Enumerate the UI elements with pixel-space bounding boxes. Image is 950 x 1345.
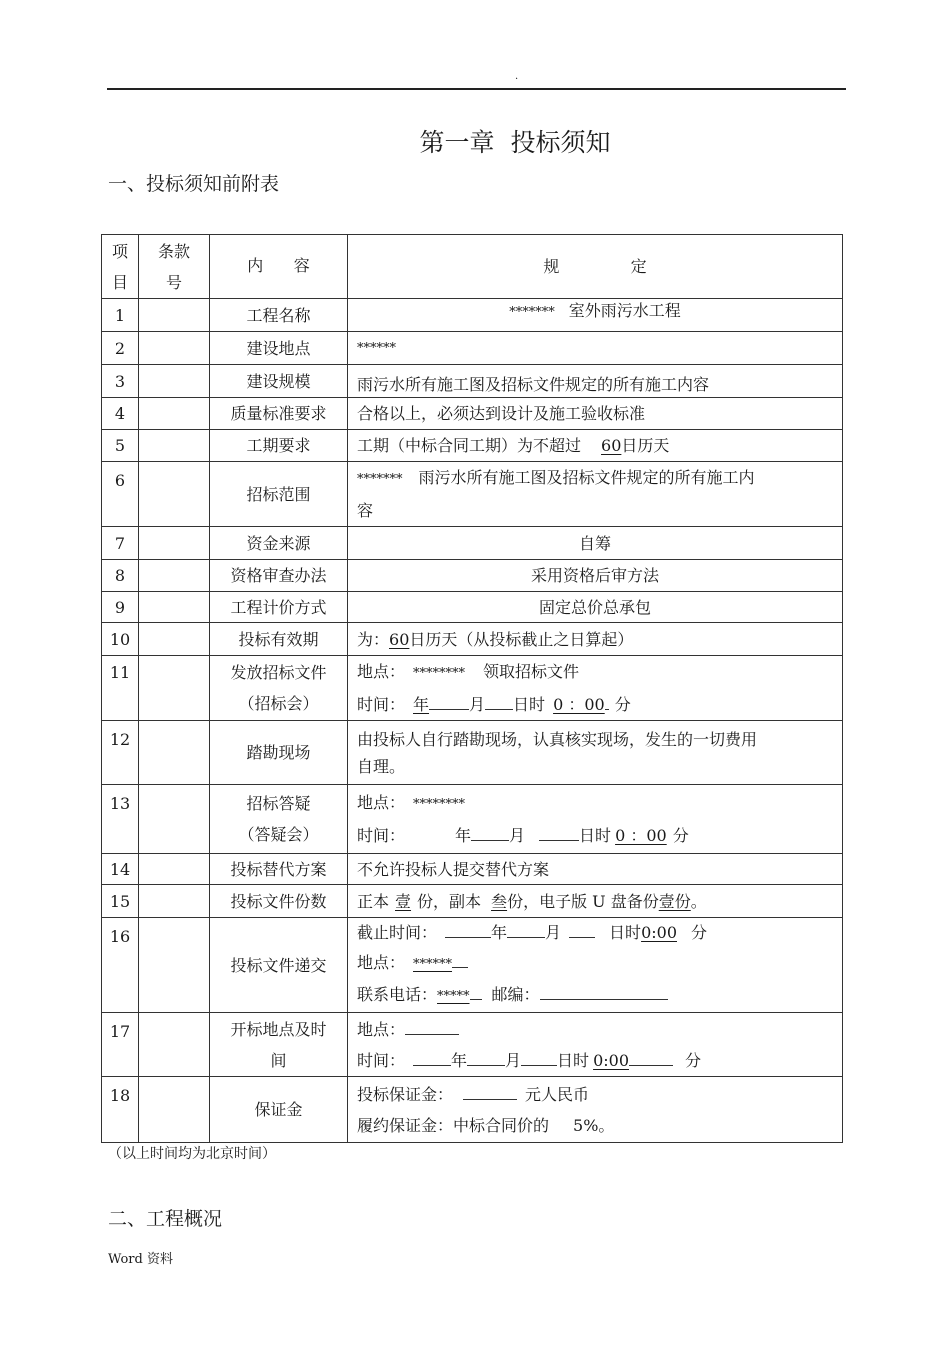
table-row	[102, 785, 843, 854]
clause-cell	[139, 560, 210, 592]
spec-cell: 自筹	[348, 527, 843, 560]
item-cell: 投标替代方案	[210, 854, 348, 885]
item-cell: 工程计价方式	[210, 592, 348, 623]
item-cell: 质量标准要求	[210, 398, 348, 430]
spec-cell: 工期（中标合同工期）为不超过 60日历天	[348, 430, 843, 462]
spec-cell: 地点： ******** 时间： 年 月 日时 0 ：00 分	[348, 785, 843, 854]
row-number: 14	[102, 854, 139, 885]
row-number: 5	[102, 430, 139, 462]
row-number: 11	[102, 656, 139, 721]
table-row	[102, 299, 843, 332]
table-row	[102, 430, 843, 462]
row-number: 17	[102, 1013, 139, 1077]
item-cell: 招标答疑 （答疑会）	[210, 785, 348, 854]
row-number: 9	[102, 592, 139, 623]
item-cell: 建设规模	[210, 365, 348, 398]
table-row	[102, 721, 843, 785]
row-number: 12	[102, 721, 139, 785]
table-row	[102, 527, 843, 560]
clause-cell	[139, 332, 210, 365]
spec-cell: 雨污水所有施工图及招标文件规定的所有施工内容	[348, 365, 843, 398]
clause-cell	[139, 1077, 210, 1143]
section-title-overview: 二、工程概况	[108, 1208, 223, 1230]
clause-cell	[139, 365, 210, 398]
clause-cell	[139, 398, 210, 430]
table-row	[102, 854, 843, 885]
table-row	[102, 656, 843, 721]
table-row	[102, 1077, 843, 1143]
table-row	[102, 918, 843, 1013]
spec-cell: 地点： ******** 领取招标文件 时间： 年 月 日时 0 ：00 分	[348, 656, 843, 721]
table-row	[102, 885, 843, 918]
header-content: 内 容	[210, 235, 348, 299]
clause-cell	[139, 854, 210, 885]
item-cell: 工程名称	[210, 299, 348, 332]
item-cell: 开标地点及时 间	[210, 1013, 348, 1077]
header-mark: .	[515, 71, 519, 82]
spec-cell: 固定总价总承包	[348, 592, 843, 623]
clause-cell	[139, 592, 210, 623]
spec-cell: ******	[348, 332, 843, 365]
section-title-appendix: 一、投标须知前附表	[108, 173, 280, 195]
item-cell: 招标范围	[210, 462, 348, 527]
spec-cell: 合格以上，必须达到设计及施工验收标准	[348, 398, 843, 430]
time-note: （以上时间均为北京时间）	[108, 1146, 276, 1162]
spec-cell: 不允许投标人提交替代方案	[348, 854, 843, 885]
clause-cell	[139, 462, 210, 527]
item-cell: 建设地点	[210, 332, 348, 365]
row-number: 10	[102, 623, 139, 656]
spec-cell: 地点： 时间： 年 月 日时 0:00 分	[348, 1013, 843, 1077]
clause-cell	[139, 785, 210, 854]
row-number: 16	[102, 918, 139, 1013]
chapter-title: 第一章 投标须知	[419, 128, 611, 157]
header-rule	[107, 88, 846, 90]
row-number: 3	[102, 365, 139, 398]
clause-cell	[139, 430, 210, 462]
clause-cell	[139, 1013, 210, 1077]
clause-cell	[139, 299, 210, 332]
spec-cell: ******* 室外雨污水工程	[348, 299, 843, 332]
row-number: 13	[102, 785, 139, 854]
row-number: 7	[102, 527, 139, 560]
item-cell: 投标文件份数	[210, 885, 348, 918]
row-number: 2	[102, 332, 139, 365]
item-cell: 踏勘现场	[210, 721, 348, 785]
row-number: 1	[102, 299, 139, 332]
table-header-row	[102, 235, 843, 299]
row-number: 18	[102, 1077, 139, 1143]
item-cell: 投标文件递交	[210, 918, 348, 1013]
clause-cell	[139, 527, 210, 560]
table-row	[102, 1013, 843, 1077]
item-cell: 投标有效期	[210, 623, 348, 656]
row-number: 15	[102, 885, 139, 918]
page-footer: Word 资料	[108, 1252, 173, 1267]
clause-cell	[139, 721, 210, 785]
table-row	[102, 462, 843, 527]
table-row	[102, 623, 843, 656]
clause-cell	[139, 656, 210, 721]
table-row	[102, 592, 843, 623]
spec-cell: 投标保证金： 元人民币 履约保证金：中标合同价的 5%。	[348, 1077, 843, 1143]
spec-cell: 正本 壹 份，副本 叁份，电子版 U 盘备份壹份。	[348, 885, 843, 918]
header-rule-col: 规 定	[348, 235, 843, 299]
spec-cell: ******* 雨污水所有施工图及招标文件规定的所有施工内 容	[348, 462, 843, 527]
spec-cell: 截止时间： 年 月 日时0:00 分 地点： ****** 联系电话：***** 邮编：	[348, 918, 843, 1013]
table-row	[102, 398, 843, 430]
row-number: 8	[102, 560, 139, 592]
clause-cell	[139, 623, 210, 656]
table-row	[102, 365, 843, 398]
item-cell: 发放招标文件 （招标会）	[210, 656, 348, 721]
row-number: 6	[102, 462, 139, 527]
item-cell: 资格审查办法	[210, 560, 348, 592]
table-row	[102, 332, 843, 365]
clause-cell	[139, 885, 210, 918]
spec-cell: 由投标人自行踏勘现场，认真核实现场，发生的一切费用 自理。	[348, 721, 843, 785]
item-cell: 资金来源	[210, 527, 348, 560]
spec-cell: 采用资格后审方法	[348, 560, 843, 592]
bid-instructions-table	[101, 234, 843, 1143]
row-number: 4	[102, 398, 139, 430]
spec-cell: 为：60日历天（从投标截止之日算起）	[348, 623, 843, 656]
item-cell: 工期要求	[210, 430, 348, 462]
clause-cell	[139, 918, 210, 1013]
item-cell: 保证金	[210, 1077, 348, 1143]
header-clause: 条款 号	[139, 235, 210, 299]
header-item-no: 项 目	[102, 235, 139, 299]
table-row	[102, 560, 843, 592]
